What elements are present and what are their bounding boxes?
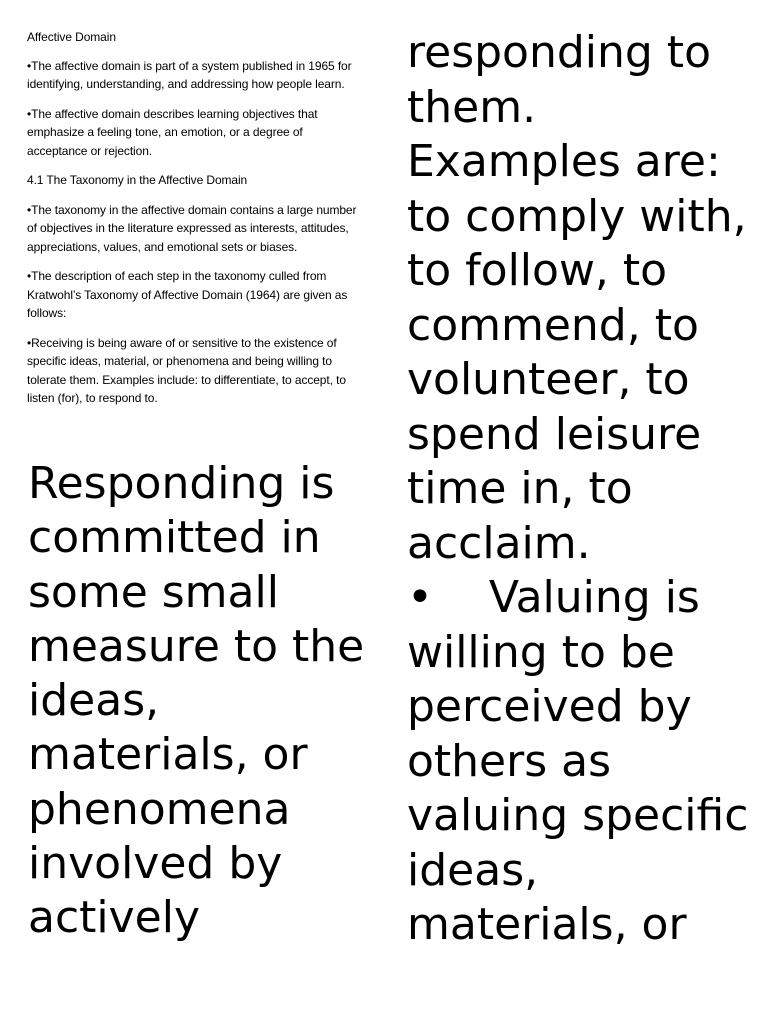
paragraph-taxonomy-steps: •The description of each step in the taxonomy culled from Kratwohl’s Taxonomy of Affective Domain (1964) are given as follows: [27,269,348,320]
paragraph-receiving: •Receiving is being aware of or sensitive to the existence of specific ideas, material, or phenomena and being willing to tolerate them. Examples include: to differentiate, to accept, to listen (for), to respond to. [27,335,346,405]
large-text-responding-continued: responding to them. Examples are: to comply with, to follow, to commend, to volunteer, to spend leisure time in, to acclaim. [407,27,747,569]
subsection-heading: 4.1 The Taxonomy in the Affective Domain [27,173,248,187]
paragraph-affective-domain-intro: •The affective domain is part of a system published in 1965 for identifying, understanding, and addressing how people learn. [27,58,352,91]
large-text-responding: Responding is committed in some small measure to the ideas, materials, or phenomena involved by actively [28,458,365,944]
section-heading: Affective Domain [27,30,116,44]
right-column [407,26,752,953]
paragraph-affective-domain-description: •The affective domain describes learning objectives that emphasize a feeling tone, an emotion, or a degree of acceptance or rejection. [27,106,318,158]
bullet-marker: • [407,572,433,623]
left-column [27,28,363,419]
large-text-valuing: Valuing is willing to be perceived by others as valuing specific ideas, materials, or [407,572,749,950]
paragraph-taxonomy-objectives: •The taxonomy in the affective domain contains a large number of objectives in the literature expressed as interests, attitudes, appreciations, values, and emotional sets or biases. [27,202,357,254]
